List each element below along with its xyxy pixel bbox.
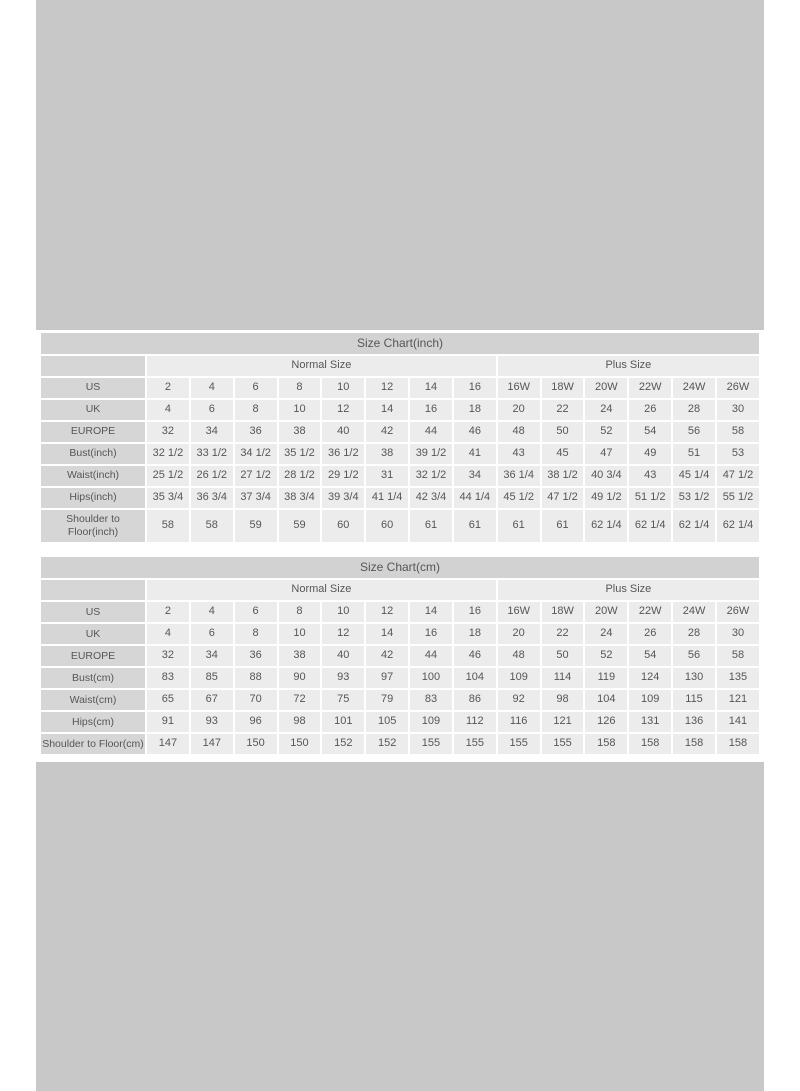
- size-value-cell: 46: [454, 422, 496, 442]
- size-chart-inch-table: [39, 331, 761, 544]
- size-value-cell: 26: [629, 624, 671, 644]
- size-value-cell: 70: [235, 690, 277, 710]
- size-value-cell: 43: [629, 466, 671, 486]
- size-value-cell: 147: [191, 734, 233, 754]
- size-value-cell: 28: [673, 624, 715, 644]
- size-value-cell: 96: [235, 712, 277, 732]
- size-value-cell: 131: [629, 712, 671, 732]
- size-value-cell: 112: [454, 712, 496, 732]
- size-value-cell: 26 1/2: [191, 466, 233, 486]
- size-value-cell: 105: [366, 712, 408, 732]
- size-value-cell: 60: [322, 510, 364, 542]
- size-value-cell: 56: [673, 422, 715, 442]
- row-label-cell: Hips(cm): [41, 712, 145, 732]
- size-value-cell: 49 1/2: [585, 488, 627, 508]
- size-value-cell: 124: [629, 668, 671, 688]
- size-value-cell: 45 1/4: [673, 466, 715, 486]
- size-value-cell: 12: [366, 378, 408, 398]
- size-value-cell: 97: [366, 668, 408, 688]
- size-value-cell: 32 1/2: [147, 444, 189, 464]
- size-value-cell: 141: [717, 712, 759, 732]
- size-value-cell: 86: [454, 690, 496, 710]
- size-value-cell: 42 3/4: [410, 488, 452, 508]
- table-row: [41, 624, 759, 644]
- size-value-cell: 20: [498, 624, 540, 644]
- size-value-cell: 58: [717, 646, 759, 666]
- size-value-cell: 147: [147, 734, 189, 754]
- table-title: Size Chart(inch): [41, 333, 759, 354]
- size-value-cell: 10: [279, 624, 321, 644]
- table-row: [41, 510, 759, 542]
- size-value-cell: 75: [322, 690, 364, 710]
- size-value-cell: 61: [542, 510, 584, 542]
- size-value-cell: 34: [191, 646, 233, 666]
- size-value-cell: 130: [673, 668, 715, 688]
- size-value-cell: 38 1/2: [542, 466, 584, 486]
- size-value-cell: 18W: [542, 378, 584, 398]
- size-value-cell: 35 3/4: [147, 488, 189, 508]
- size-value-cell: 40: [322, 422, 364, 442]
- size-value-cell: 36: [235, 422, 277, 442]
- size-value-cell: 54: [629, 422, 671, 442]
- size-value-cell: 16: [410, 624, 452, 644]
- size-value-cell: 158: [673, 734, 715, 754]
- size-value-cell: 90: [279, 668, 321, 688]
- size-chart-panel: [36, 330, 764, 762]
- size-value-cell: 62 1/4: [717, 510, 759, 542]
- size-value-cell: 62 1/4: [629, 510, 671, 542]
- size-value-cell: 48: [498, 422, 540, 442]
- size-value-cell: 47 1/2: [542, 488, 584, 508]
- size-value-cell: 44 1/4: [454, 488, 496, 508]
- size-value-cell: 12: [322, 400, 364, 420]
- group-header-cell: Plus Size: [498, 356, 759, 376]
- size-value-cell: 12: [322, 624, 364, 644]
- size-value-cell: 61: [410, 510, 452, 542]
- size-value-cell: 51 1/2: [629, 488, 671, 508]
- size-value-cell: 14: [366, 624, 408, 644]
- size-value-cell: 114: [542, 668, 584, 688]
- size-value-cell: 41 1/4: [366, 488, 408, 508]
- row-label-cell: US: [41, 378, 145, 398]
- size-value-cell: 4: [147, 624, 189, 644]
- size-value-cell: 65: [147, 690, 189, 710]
- size-value-cell: 158: [629, 734, 671, 754]
- size-value-cell: 26W: [717, 602, 759, 622]
- size-value-cell: 98: [542, 690, 584, 710]
- table-row: [41, 378, 759, 398]
- size-value-cell: 60: [366, 510, 408, 542]
- size-value-cell: 29 1/2: [322, 466, 364, 486]
- size-value-cell: 16: [410, 400, 452, 420]
- size-value-cell: 26: [629, 400, 671, 420]
- size-value-cell: 34: [191, 422, 233, 442]
- table-title-row: [41, 557, 759, 578]
- size-value-cell: 45 1/2: [498, 488, 540, 508]
- size-value-cell: 38: [279, 646, 321, 666]
- size-value-cell: 14: [366, 400, 408, 420]
- row-label-cell: Shoulder to Floor(inch): [41, 510, 145, 542]
- size-value-cell: 25 1/2: [147, 466, 189, 486]
- size-value-cell: 16: [454, 378, 496, 398]
- size-value-cell: 53: [717, 444, 759, 464]
- size-value-cell: 32: [147, 422, 189, 442]
- size-value-cell: 2: [147, 602, 189, 622]
- group-header-cell: Normal Size: [147, 356, 496, 376]
- size-value-cell: 22: [542, 624, 584, 644]
- size-value-cell: 37 3/4: [235, 488, 277, 508]
- size-value-cell: 39 1/2: [410, 444, 452, 464]
- size-value-cell: 40 3/4: [585, 466, 627, 486]
- size-value-cell: 72: [279, 690, 321, 710]
- size-value-cell: 155: [542, 734, 584, 754]
- size-value-cell: 30: [717, 624, 759, 644]
- size-value-cell: 42: [366, 422, 408, 442]
- size-value-cell: 62 1/4: [673, 510, 715, 542]
- size-value-cell: 158: [585, 734, 627, 754]
- size-value-cell: 30: [717, 400, 759, 420]
- size-value-cell: 22: [542, 400, 584, 420]
- size-value-cell: 109: [629, 690, 671, 710]
- size-value-cell: 109: [498, 668, 540, 688]
- size-value-cell: 52: [585, 646, 627, 666]
- size-value-cell: 43: [498, 444, 540, 464]
- table-row: [41, 734, 759, 754]
- size-value-cell: 40: [322, 646, 364, 666]
- size-value-cell: 53 1/2: [673, 488, 715, 508]
- size-value-cell: 24: [585, 400, 627, 420]
- group-header-row: [41, 580, 759, 600]
- size-value-cell: 59: [235, 510, 277, 542]
- size-value-cell: 58: [147, 510, 189, 542]
- size-value-cell: 98: [279, 712, 321, 732]
- size-value-cell: 67: [191, 690, 233, 710]
- table-row: [41, 712, 759, 732]
- size-value-cell: 14: [410, 378, 452, 398]
- size-value-cell: 50: [542, 422, 584, 442]
- table-row: [41, 400, 759, 420]
- size-value-cell: 158: [717, 734, 759, 754]
- size-value-cell: 38 3/4: [279, 488, 321, 508]
- size-value-cell: 45: [542, 444, 584, 464]
- size-value-cell: 50: [542, 646, 584, 666]
- size-value-cell: 16: [454, 602, 496, 622]
- size-value-cell: 33 1/2: [191, 444, 233, 464]
- size-value-cell: 24W: [673, 602, 715, 622]
- size-value-cell: 101: [322, 712, 364, 732]
- table-row: [41, 646, 759, 666]
- size-value-cell: 51: [673, 444, 715, 464]
- size-value-cell: 22W: [629, 378, 671, 398]
- table-row: [41, 466, 759, 486]
- size-value-cell: 42: [366, 646, 408, 666]
- table-row: [41, 488, 759, 508]
- row-label-cell: Bust(cm): [41, 668, 145, 688]
- size-value-cell: 2: [147, 378, 189, 398]
- size-value-cell: 136: [673, 712, 715, 732]
- size-value-cell: 18W: [542, 602, 584, 622]
- size-value-cell: 18: [454, 400, 496, 420]
- row-label-cell: Waist(cm): [41, 690, 145, 710]
- size-value-cell: 6: [235, 378, 277, 398]
- size-value-cell: 85: [191, 668, 233, 688]
- size-value-cell: 59: [279, 510, 321, 542]
- size-value-cell: 93: [191, 712, 233, 732]
- size-value-cell: 4: [147, 400, 189, 420]
- size-value-cell: 152: [366, 734, 408, 754]
- size-value-cell: 10: [279, 400, 321, 420]
- corner-cell: [41, 580, 145, 600]
- size-value-cell: 119: [585, 668, 627, 688]
- size-value-cell: 8: [279, 602, 321, 622]
- size-value-cell: 54: [629, 646, 671, 666]
- size-value-cell: 104: [585, 690, 627, 710]
- size-value-cell: 38: [366, 444, 408, 464]
- size-value-cell: 152: [322, 734, 364, 754]
- size-value-cell: 16W: [498, 602, 540, 622]
- size-value-cell: 36 1/4: [498, 466, 540, 486]
- size-value-cell: 14: [410, 602, 452, 622]
- size-value-cell: 92: [498, 690, 540, 710]
- size-value-cell: 34 1/2: [235, 444, 277, 464]
- size-value-cell: 91: [147, 712, 189, 732]
- size-value-cell: 47: [585, 444, 627, 464]
- size-value-cell: 32: [147, 646, 189, 666]
- size-value-cell: 8: [235, 624, 277, 644]
- size-value-cell: 79: [366, 690, 408, 710]
- size-value-cell: 58: [717, 422, 759, 442]
- size-value-cell: 27 1/2: [235, 466, 277, 486]
- size-value-cell: 115: [673, 690, 715, 710]
- size-value-cell: 34: [454, 466, 496, 486]
- size-value-cell: 61: [498, 510, 540, 542]
- size-value-cell: 28: [673, 400, 715, 420]
- size-value-cell: 46: [454, 646, 496, 666]
- size-value-cell: 4: [191, 602, 233, 622]
- size-value-cell: 24: [585, 624, 627, 644]
- size-value-cell: 48: [498, 646, 540, 666]
- size-value-cell: 16W: [498, 378, 540, 398]
- size-value-cell: 155: [498, 734, 540, 754]
- row-label-cell: UK: [41, 624, 145, 644]
- row-label-cell: UK: [41, 400, 145, 420]
- size-value-cell: 83: [147, 668, 189, 688]
- size-value-cell: 6: [191, 624, 233, 644]
- row-label-cell: EUROPE: [41, 646, 145, 666]
- table-row: [41, 422, 759, 442]
- size-value-cell: 12: [366, 602, 408, 622]
- size-value-cell: 18: [454, 624, 496, 644]
- size-value-cell: 52: [585, 422, 627, 442]
- corner-cell: [41, 356, 145, 376]
- row-label-cell: Shoulder to Floor(cm): [41, 734, 145, 754]
- size-value-cell: 8: [279, 378, 321, 398]
- size-value-cell: 4: [191, 378, 233, 398]
- size-value-cell: 88: [235, 668, 277, 688]
- table-row: [41, 444, 759, 464]
- size-value-cell: 56: [673, 646, 715, 666]
- size-value-cell: 31: [366, 466, 408, 486]
- size-value-cell: 49: [629, 444, 671, 464]
- size-value-cell: 20W: [585, 602, 627, 622]
- size-value-cell: 22W: [629, 602, 671, 622]
- size-value-cell: 24W: [673, 378, 715, 398]
- size-value-cell: 61: [454, 510, 496, 542]
- size-value-cell: 126: [585, 712, 627, 732]
- size-value-cell: 8: [235, 400, 277, 420]
- row-label-cell: Hips(inch): [41, 488, 145, 508]
- size-value-cell: 155: [410, 734, 452, 754]
- size-chart-cm-table: [39, 555, 761, 756]
- size-value-cell: 20W: [585, 378, 627, 398]
- size-value-cell: 135: [717, 668, 759, 688]
- table-row: [41, 668, 759, 688]
- table-row: [41, 690, 759, 710]
- size-value-cell: 121: [717, 690, 759, 710]
- size-value-cell: 121: [542, 712, 584, 732]
- size-value-cell: 109: [410, 712, 452, 732]
- row-label-cell: Waist(inch): [41, 466, 145, 486]
- table-row: [41, 602, 759, 622]
- size-value-cell: 44: [410, 646, 452, 666]
- size-value-cell: 44: [410, 422, 452, 442]
- size-value-cell: 150: [279, 734, 321, 754]
- size-value-cell: 100: [410, 668, 452, 688]
- size-value-cell: 62 1/4: [585, 510, 627, 542]
- size-value-cell: 20: [498, 400, 540, 420]
- size-value-cell: 155: [454, 734, 496, 754]
- size-value-cell: 36: [235, 646, 277, 666]
- size-value-cell: 26W: [717, 378, 759, 398]
- size-value-cell: 47 1/2: [717, 466, 759, 486]
- size-value-cell: 38: [279, 422, 321, 442]
- size-value-cell: 55 1/2: [717, 488, 759, 508]
- size-value-cell: 6: [235, 602, 277, 622]
- group-header-cell: Plus Size: [498, 580, 759, 600]
- size-value-cell: 39 3/4: [322, 488, 364, 508]
- group-header-row: [41, 356, 759, 376]
- size-value-cell: 83: [410, 690, 452, 710]
- row-label-cell: EUROPE: [41, 422, 145, 442]
- size-value-cell: 36 3/4: [191, 488, 233, 508]
- table-title-row: [41, 333, 759, 354]
- group-header-cell: Normal Size: [147, 580, 496, 600]
- size-value-cell: 41: [454, 444, 496, 464]
- size-value-cell: 36 1/2: [322, 444, 364, 464]
- size-value-cell: 93: [322, 668, 364, 688]
- size-value-cell: 32 1/2: [410, 466, 452, 486]
- row-label-cell: US: [41, 602, 145, 622]
- row-label-cell: Bust(inch): [41, 444, 145, 464]
- size-value-cell: 35 1/2: [279, 444, 321, 464]
- size-value-cell: 10: [322, 602, 364, 622]
- size-value-cell: 58: [191, 510, 233, 542]
- size-value-cell: 6: [191, 400, 233, 420]
- size-value-cell: 150: [235, 734, 277, 754]
- size-value-cell: 10: [322, 378, 364, 398]
- size-value-cell: 116: [498, 712, 540, 732]
- table-title: Size Chart(cm): [41, 557, 759, 578]
- size-value-cell: 28 1/2: [279, 466, 321, 486]
- size-value-cell: 104: [454, 668, 496, 688]
